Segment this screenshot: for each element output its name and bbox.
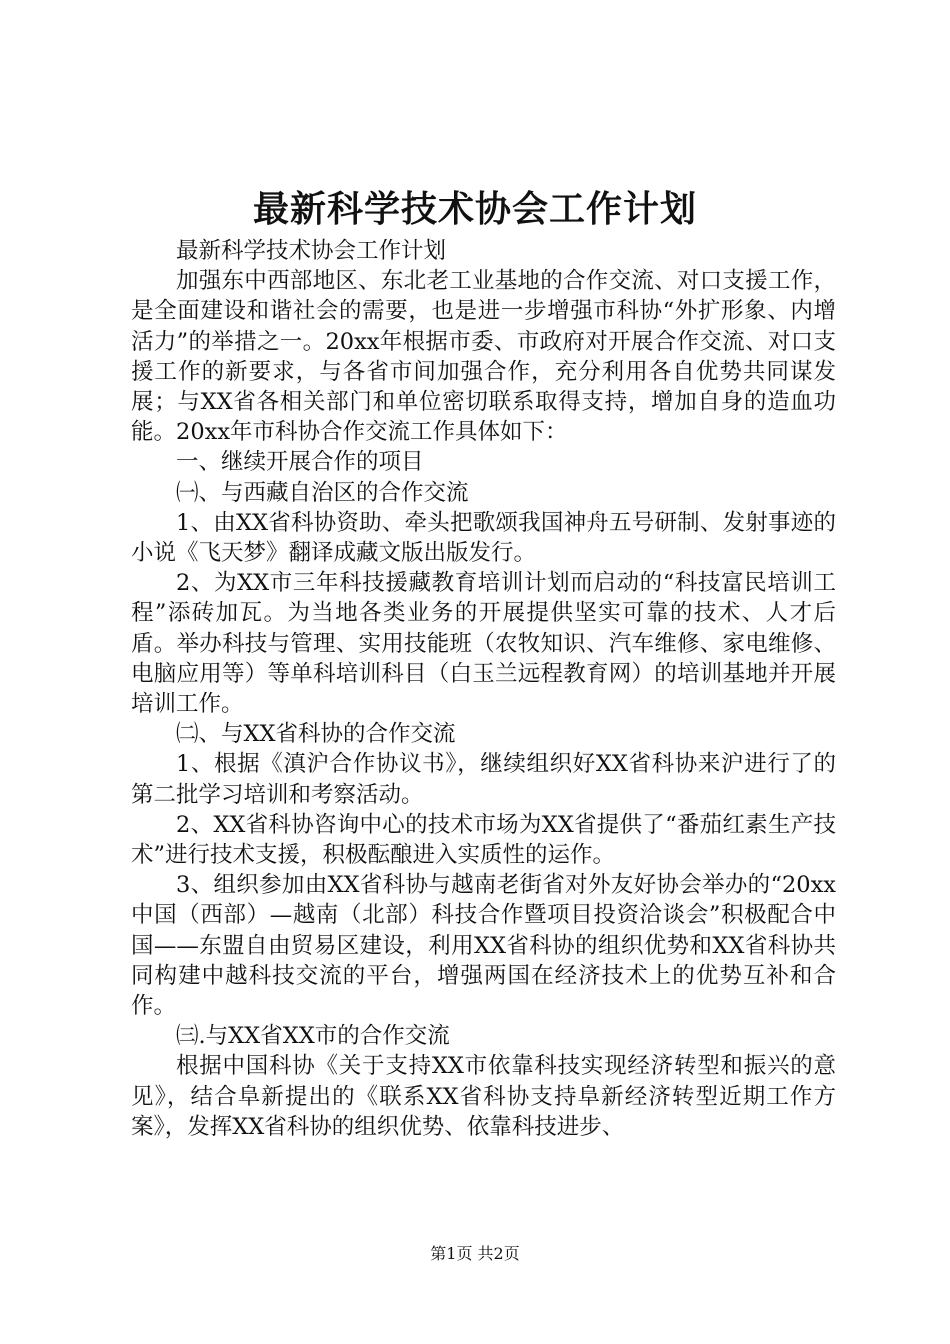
paragraph-item: 3、组织参加由XX省科协与越南老街省对外友好协会举办的“20xx中国（西部）—越南（北部）科技合作暨项目投资洽谈会”积极配合中国——东盟自由贸易区建设，利用XX省科协的组织优势和XX省科协共同构建中越科技交流的平台，增强两国在经济技术上的优势互补和合作。 bbox=[131, 872, 836, 1020]
paragraph-intro: 加强东中西部地区、东北老工业基地的合作交流、对口支援工作，是全面建设和谐社会的需要，也是进一步增强市科协“外扩形象、内增活力”的举措之一。20xx年根据市委、市政府对开展合作交流、对口支援工作的新要求，与各省市间加强合作，充分利用各自优势共同谋发展；与XX省各相关部门和单位密切联系取得支持，增加自身的造血功能。20xx年市科协合作交流工作具体如下： bbox=[131, 268, 836, 446]
document-title: 最新科学技术协会工作计划 bbox=[252, 188, 697, 230]
paragraph-subtitle: 最新科学技术协会工作计划 bbox=[176, 238, 447, 264]
page-footer: 第1页 共2页 bbox=[430, 1244, 520, 1263]
section-heading-1: 一、继续开展合作的项目 bbox=[176, 449, 424, 476]
paragraph-item: 2、XX省科协咨询中心的技术市场为XX省提供了“番茄红素生产技术”进行技术支援，积极酝酿进入实质性的运作。 bbox=[131, 811, 836, 869]
paragraph-item: 1、由XX省科协资助、牵头把歌颂我国神舟五号研制、发射事迹的小说《飞天梦》翻译成藏文版出版发行。 bbox=[131, 509, 836, 567]
subsection-heading-province: ㈡、与XX省科协的合作交流 bbox=[176, 721, 456, 748]
subsection-heading-city: ㈢.与XX省XX市的合作交流 bbox=[176, 1023, 450, 1050]
paragraph-item: 1、根据《滇沪合作协议书》，继续组织好XX省科协来沪进行了的第二批学习培训和考察活动。 bbox=[131, 751, 836, 808]
paragraph-item: 2、为XX市三年科技援藏教育培训计划而启动的“科技富民培训工程”添砖加瓦。为当地各类业务的开展提供坚实可靠的技术、人才后盾。举办科技与管理、实用技能班（农牧知识、汽车维修、家电维修、电脑应用等）等单科培训科目（白玉兰远程教育网）的培训基地并开展培训工作。 bbox=[131, 570, 836, 718]
document-body bbox=[131, 236, 836, 1142]
paragraph-item: 根据中国科协《关于支持XX市依靠科技实现经济转型和振兴的意见》，结合阜新提出的《联系XX省科协支持阜新经济转型近期工作方案》，发挥XX省科协的组织优势、依靠科技进步、 bbox=[131, 1053, 836, 1140]
subsection-heading-tibet: ㈠、与西藏自治区的合作交流 bbox=[176, 479, 469, 506]
